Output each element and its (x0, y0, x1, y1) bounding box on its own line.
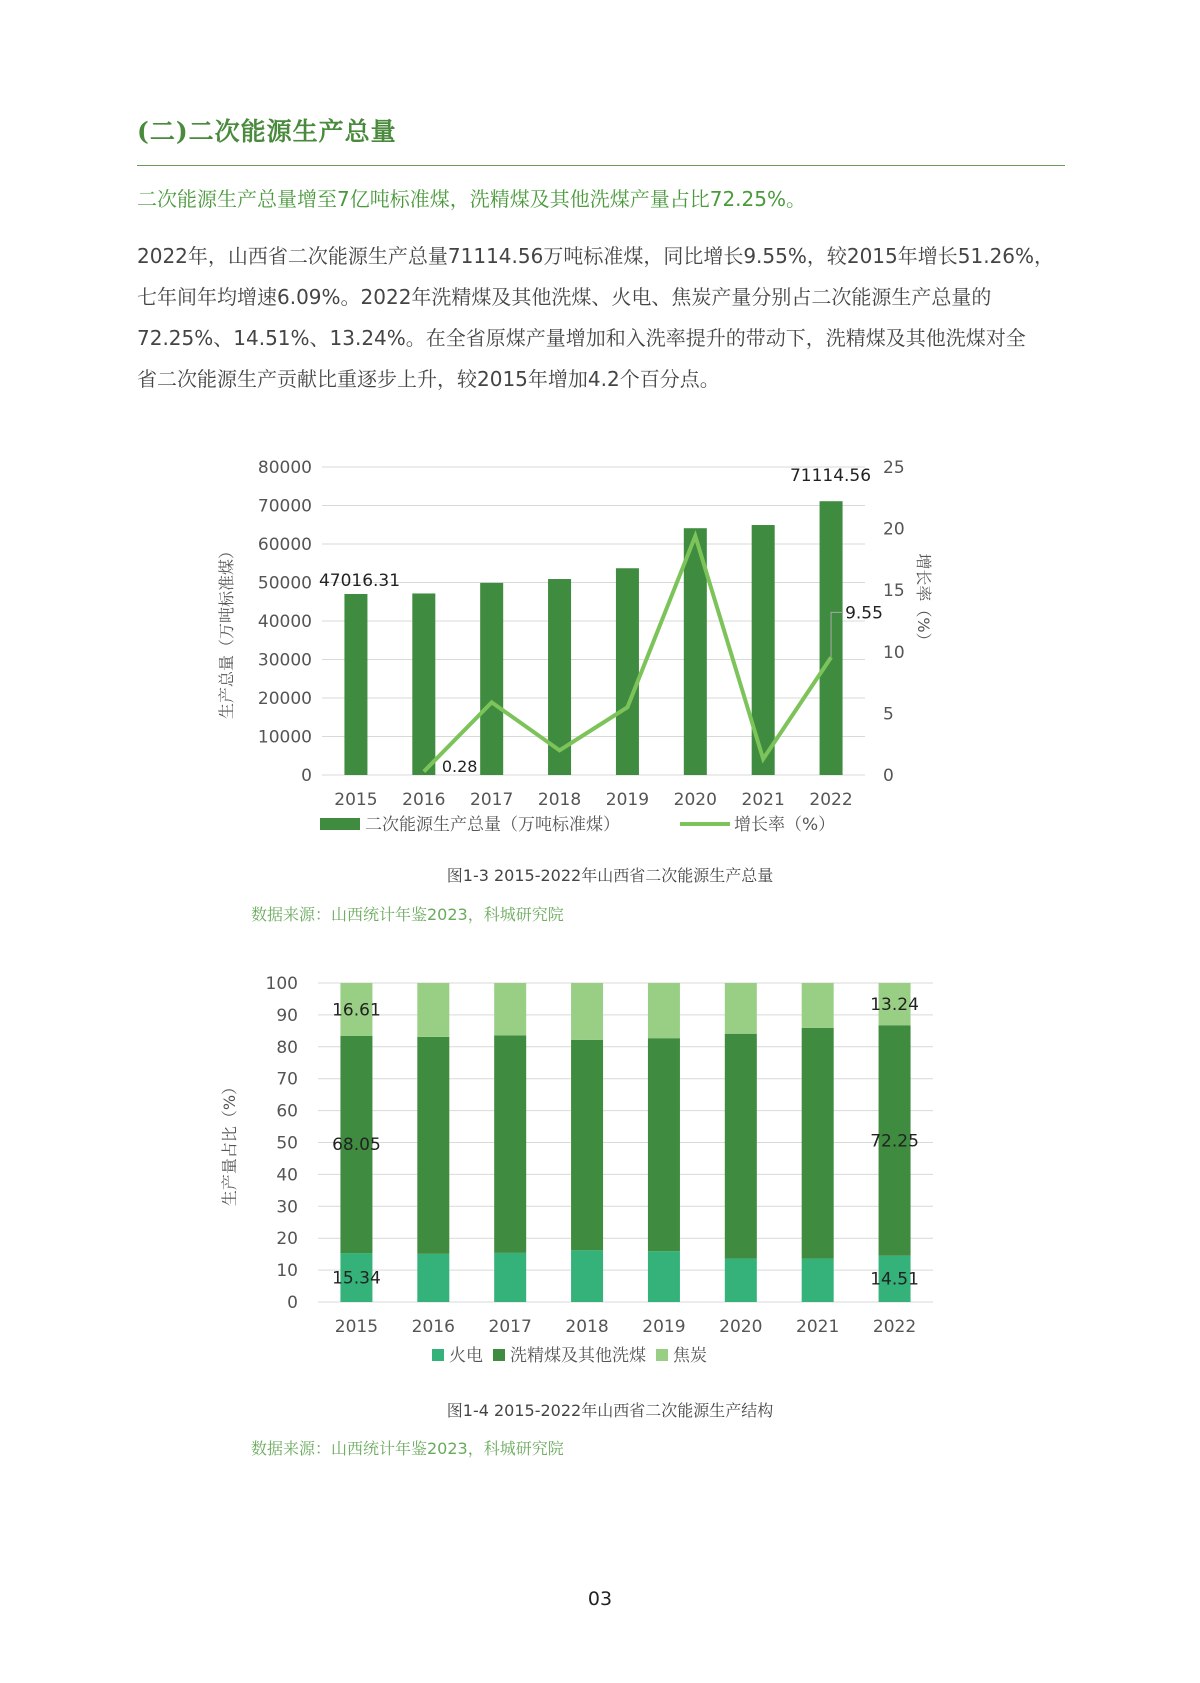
right-axis-tick: 20 (883, 519, 905, 540)
y-axis-tick: 50 (276, 1133, 298, 1154)
production-bar (616, 568, 639, 775)
left-axis-tick: 20000 (257, 689, 312, 709)
x-axis-tick: 2022 (809, 790, 853, 810)
right-axis-tick: 0 (883, 766, 894, 786)
data-label: 0.28 (441, 757, 478, 776)
figure-2-caption: 图1-4 2015-2022年山西省二次能源生产结构 (446, 1401, 774, 1420)
y-axis-tick: 80 (276, 1037, 298, 1058)
x-axis-tick: 2019 (642, 1317, 686, 1337)
left-axis-tick: 60000 (257, 535, 312, 555)
legend-swatch-bar (320, 818, 360, 830)
x-axis-tick: 2020 (719, 1317, 763, 1337)
paragraph-line: 72.25%、14.51%、13.24%。在全省原煤产量增加和入洗率提升的带动下，洗精煤及其他洗煤对全 (137, 326, 1026, 350)
stack-segment (802, 983, 834, 1028)
legend-label: 火电 (449, 1346, 483, 1366)
data-label: 71114.56 (789, 466, 872, 486)
legend-label: 洗精煤及其他洗煤 (510, 1346, 646, 1366)
right-axis-tick: 15 (883, 581, 905, 602)
data-label: 14.51 (870, 1269, 919, 1290)
x-axis-tick: 2021 (741, 790, 785, 810)
title-divider (137, 165, 1065, 166)
x-axis-tick: 2016 (411, 1317, 455, 1337)
x-axis-tick: 2021 (796, 1317, 840, 1337)
stack-segment (648, 983, 680, 1038)
data-label: 15.34 (332, 1268, 381, 1289)
data-label: 47016.31 (318, 570, 401, 591)
data-label: 72.25 (870, 1131, 919, 1152)
left-axis-tick: 70000 (257, 496, 312, 517)
x-axis-tick: 2016 (402, 790, 446, 810)
production-structure-chart (210, 965, 970, 1375)
x-axis-tick: 2018 (565, 1317, 609, 1337)
stack-segment (648, 1038, 680, 1251)
data-label: 9.55 (845, 603, 883, 624)
y-axis-tick: 60 (276, 1101, 298, 1122)
y-axis-tick: 100 (265, 974, 298, 994)
paragraph-line: 省二次能源生产贡献比重逐步上升，较2015年增加4.2个百分点。 (137, 367, 720, 391)
figure-2-chart (210, 965, 970, 1375)
left-axis-tick: 80000 (257, 458, 312, 478)
paragraph-line: 七年间年均增速6.09%。2022年洗精煤及其他洗煤、火电、焦炭产量分别占二次能源生产总量的 (137, 285, 992, 309)
paragraph-line: 2022年，山西省二次能源生产总量71114.56万吨标准煤，同比增长9.55%，较2015年增长51.26%， (137, 244, 1055, 268)
section-title: (二)二次能源生产总量 (137, 117, 397, 146)
production-total-chart (210, 445, 950, 845)
stack-segment (494, 1035, 526, 1253)
left-axis-tick: 10000 (257, 727, 312, 748)
legend-label: 焦炭 (673, 1346, 707, 1366)
figure-1-chart (210, 445, 950, 845)
right-axis-tick: 5 (883, 704, 894, 725)
stack-segment (802, 1259, 834, 1302)
x-axis-tick: 2020 (673, 790, 717, 810)
y-axis-tick: 70 (276, 1069, 298, 1090)
figure-2-source: 数据来源：山西统计年鉴2023，科城研究院 (251, 1439, 564, 1458)
stack-segment (417, 1037, 449, 1254)
legend-label: 二次能源生产总量（万吨标准煤） (365, 815, 620, 835)
legend-label: 增长率（%） (734, 815, 836, 835)
data-label: 13.24 (870, 995, 919, 1016)
data-label: 16.61 (332, 1000, 381, 1021)
stack-segment (571, 1040, 603, 1251)
left-axis-tick: 0 (301, 766, 312, 786)
legend-swatch (432, 1349, 444, 1361)
left-axis-label: 生产总量（万吨标准煤） (217, 542, 236, 720)
y-axis-tick: 40 (276, 1165, 298, 1186)
x-axis-tick: 2017 (488, 1317, 532, 1337)
figure-1-source: 数据来源：山西统计年鉴2023，科城研究院 (251, 905, 564, 924)
stack-segment (725, 1259, 757, 1302)
y-axis-label: 生产量占比（%） (220, 1078, 239, 1207)
stack-segment (494, 1253, 526, 1302)
production-bar (412, 593, 435, 775)
y-axis-tick: 0 (287, 1293, 298, 1313)
page-number: 03 (587, 1588, 613, 1610)
right-axis-tick: 10 (883, 642, 905, 663)
stack-segment (571, 1250, 603, 1302)
legend-swatch (656, 1349, 668, 1361)
stack-segment (725, 1034, 757, 1259)
x-axis-tick: 2015 (334, 1317, 379, 1337)
x-axis-tick: 2019 (605, 790, 650, 810)
x-axis-tick: 2018 (537, 790, 582, 810)
right-axis-label: 增长率（%） (914, 553, 933, 649)
y-axis-tick: 10 (276, 1261, 298, 1282)
y-axis-tick: 90 (276, 1005, 298, 1026)
stack-segment (648, 1251, 680, 1302)
stack-segment (417, 1254, 449, 1302)
stack-segment (802, 1028, 834, 1259)
body-paragraph (137, 236, 1072, 400)
legend-swatch (493, 1349, 505, 1361)
y-axis-tick: 30 (276, 1197, 298, 1218)
stack-segment (417, 983, 449, 1037)
left-axis-tick: 50000 (257, 573, 312, 594)
x-axis-tick: 2022 (872, 1317, 917, 1337)
figure-1-caption: 图1-3 2015-2022年山西省二次能源生产总量 (446, 866, 774, 885)
stack-segment (571, 983, 603, 1040)
left-axis-tick: 40000 (257, 612, 312, 632)
right-axis-tick: 25 (883, 458, 905, 478)
section-subtitle: 二次能源生产总量增至7亿吨标准煤，洗精煤及其他洗煤产量占比72.25%。 (137, 187, 806, 211)
left-axis-tick: 30000 (257, 650, 312, 671)
y-axis-tick: 20 (276, 1229, 298, 1250)
data-label: 68.05 (332, 1135, 381, 1156)
x-axis-tick: 2017 (470, 790, 514, 810)
x-axis-tick: 2015 (334, 790, 378, 810)
stack-segment (494, 983, 526, 1035)
production-bar (344, 594, 367, 775)
stack-segment (725, 983, 757, 1034)
production-bar (480, 583, 503, 775)
